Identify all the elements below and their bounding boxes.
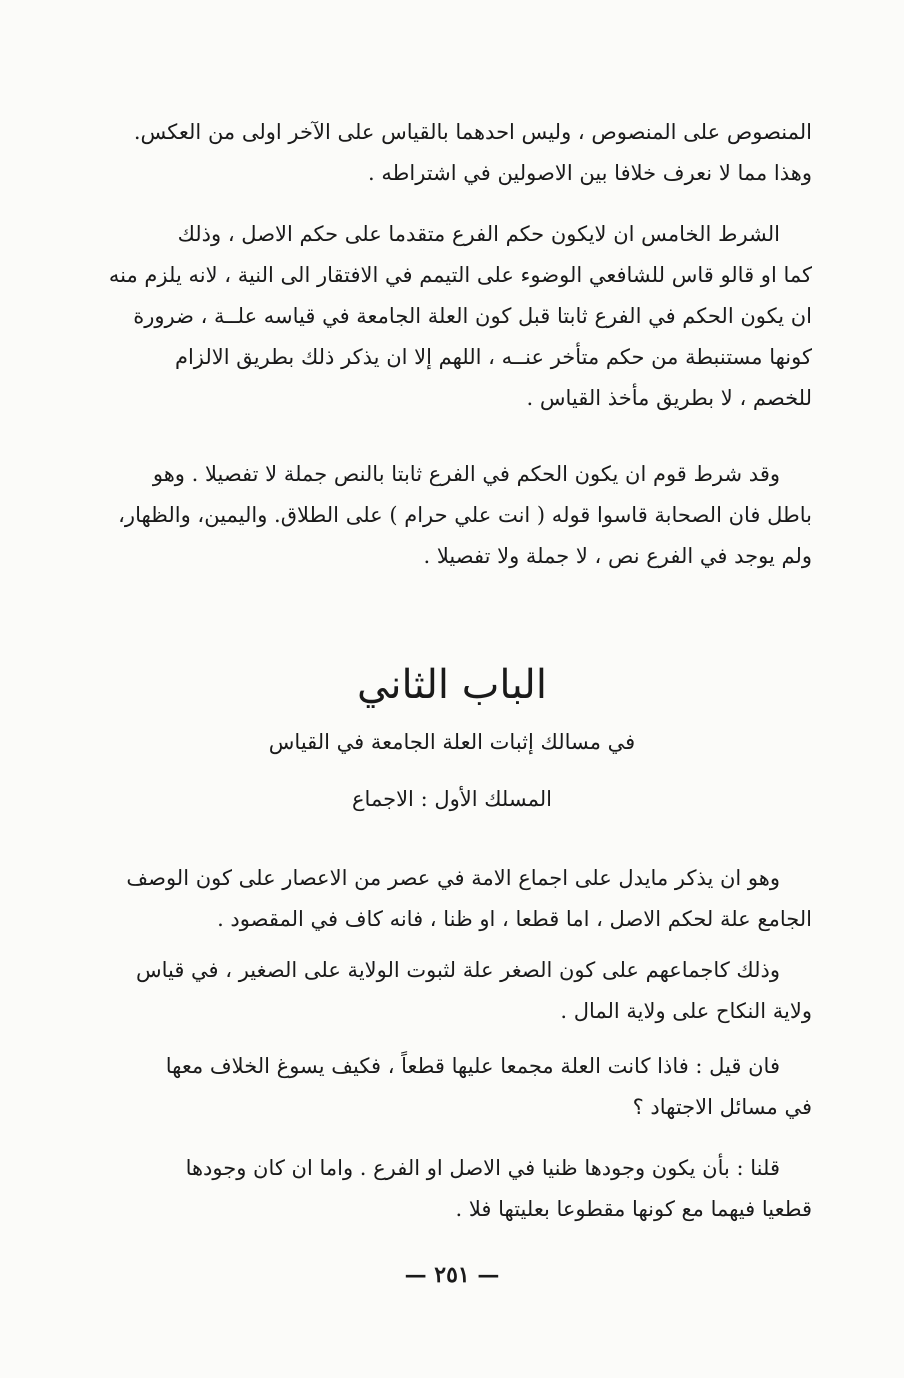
text-line: قطعيا فيهما مع كونها مقطوعا بعليتها فلا . [455,1197,812,1221]
page-number: — ٢٥١ — [404,1262,500,1288]
text-line: وذلك كاجماعهم على كون الصغر علة لثبوت الولاية على الصغير ، في قياس [135,958,780,982]
text-line: كونها مستنبطة من حكم متأخر عنــه ، اللهم إلا ان يذكر ذلك بطريق الالزام [174,345,812,369]
text-line: ولاية النكاح على ولاية المال . [560,999,812,1023]
section-paragraph-1 [92,858,812,940]
paragraph-1 [92,112,812,194]
text-line: وهو ان يذكر مايدل على اجماع الامة في عصر من الاعصار على كون الوصف [126,866,780,890]
text-line: فان قيل : فاذا كانت العلة مجمعا عليها قطعاً ، فكيف يسوغ الخلاف معها [165,1054,780,1078]
section-paragraph-4 [92,1148,812,1230]
text-line: ان يكون الحكم في الفرع ثابتا قبل كون العلة الجامعة في قياسه علــة ، ضرورة [133,304,812,328]
text-line: الشرط الخامس ان لايكون حكم الفرع متقدما على حكم الاصل ، وذلك [177,222,780,246]
text-line: للخصم ، لا بطريق مأخذ القياس . [526,386,812,410]
text-line: الجامع علة لحكم الاصل ، اما قطعا ، او ظنا ، فانه كاف في المقصود . [217,907,812,931]
section-paragraph-2 [92,950,812,1032]
text-line: باطل فان الصحابة قاسوا قوله ( انت علي حرام ) على الطلاق. واليمين، والظهار، [118,503,812,527]
text-line: ولم يوجد في الفرع نص ، لا جملة ولا تفصيلا . [423,544,812,568]
text-line: وهذا مما لا نعرف خلافا بين الاصولين في اشتراطه . [368,161,812,185]
text-line: المنصوص على المنصوص ، وليس احدهما بالقياس على الآخر اولى من العكس. [133,120,812,144]
text-line: كما او قالو قاس للشافعي الوضوء على التيمم في الافتقار الى النية ، لانه يلزم منه [108,263,812,287]
text-line: قلنا : بأن يكون وجودها ظنيا في الاصل او الفرع . واما ان كان وجودها [185,1156,780,1180]
text-line: وقد شرط قوم ان يكون الحكم في الفرع ثابتا بالنص جملة لا تفصيلا . وهو [152,462,780,486]
chapter-title: الباب الثاني [357,662,547,708]
paragraph-3 [92,454,812,577]
section-paragraph-3 [92,1046,812,1128]
text-line: في مسائل الاجتهاد ؟ [632,1095,812,1119]
section-title: المسلك الأول : الاجماع [352,787,552,811]
chapter-subtitle: في مسالك إثبات العلة الجامعة في القياس [268,730,636,754]
paragraph-2 [92,214,812,419]
